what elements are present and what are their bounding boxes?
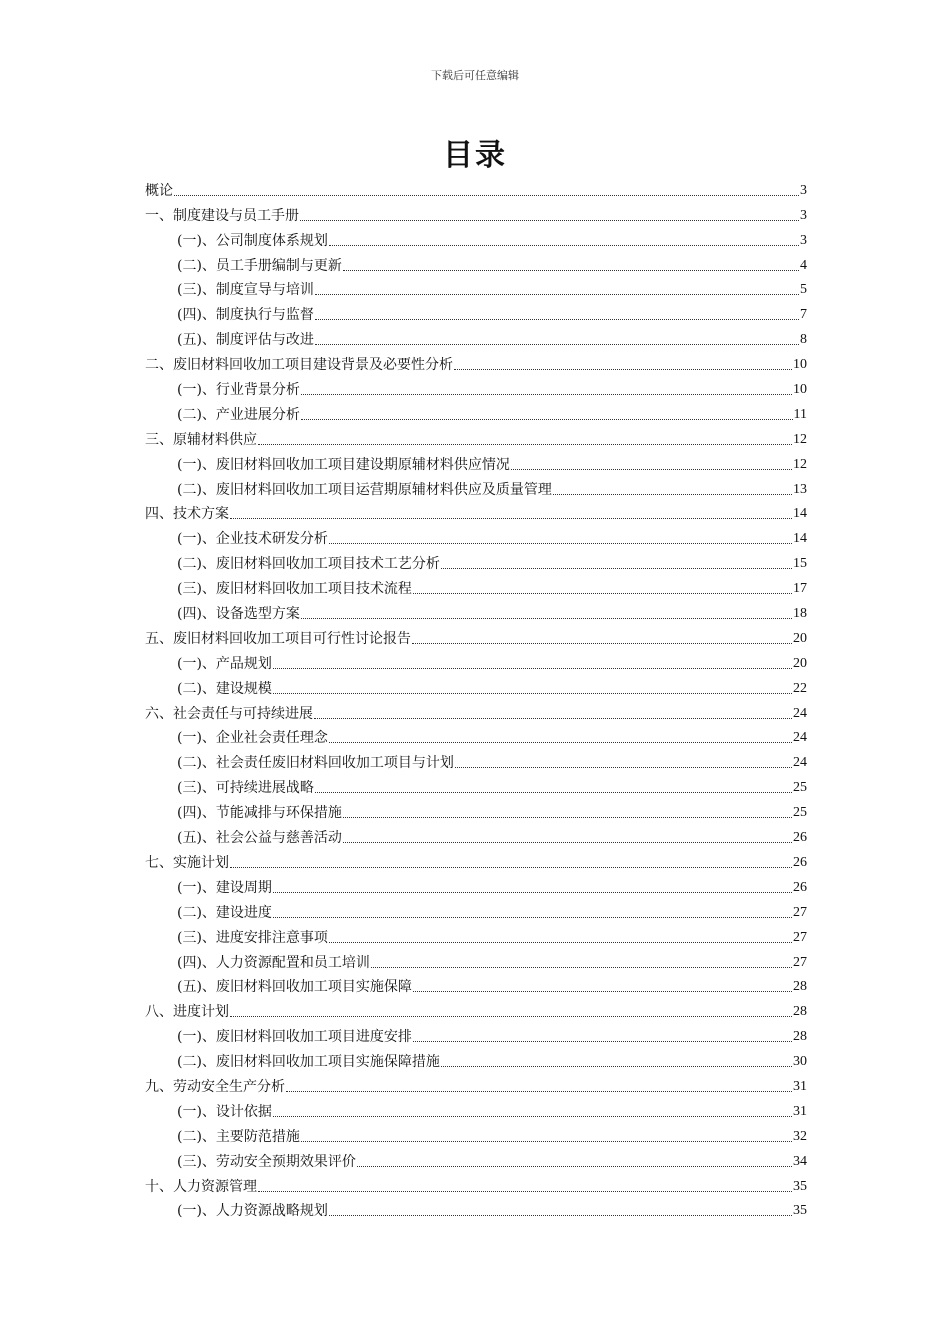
toc-entry-title: 四、技术方案 [145,506,229,523]
toc-entry[interactable] [145,1047,807,1072]
toc-entry-page: 10 [793,382,807,398]
toc-leader-dots [343,817,792,818]
toc-entry-title: 六、社会责任与可持续进展 [145,705,313,722]
toc-entry[interactable] [145,450,807,475]
toc-leader-dots [329,942,792,943]
toc-entry-title: (二)、建设进度 [177,904,272,921]
toc-entry-title: (二)、废旧材料回收加工项目实施保障措施 [177,1054,440,1071]
toc-entry-title: 十、人力资源管理 [145,1178,257,1195]
toc-entry-page: 25 [793,780,807,796]
toc-entry-page: 35 [793,1178,807,1194]
toc-entry-page: 20 [793,630,807,646]
toc-entry-page: 13 [793,481,807,497]
toc-leader-dots [301,618,792,619]
toc-entry-page: 5 [800,282,807,298]
toc-leader-dots [357,1166,792,1167]
toc-entry-page: 8 [800,332,807,348]
toc-entry-page: 10 [793,357,807,373]
toc-entry-title: (一)、设计依据 [177,1103,272,1120]
toc-entry-title: (二)、社会责任废旧材料回收加工项目与计划 [177,755,454,772]
toc-leader-dots [314,718,792,719]
toc-leader-dots [301,1141,792,1142]
toc-entry-title: (二)、建设规模 [177,680,272,697]
toc-entry[interactable] [145,325,807,350]
toc-entry-title: 二、废旧材料回收加工项目建设背景及必要性分析 [145,357,453,374]
toc-entry-title: (一)、企业社会责任理念 [177,730,328,747]
toc-entry[interactable] [145,1197,807,1222]
toc-entry[interactable] [145,923,807,948]
toc-entry[interactable] [145,773,807,798]
toc-entry[interactable] [145,624,807,649]
toc-leader-dots [455,767,792,768]
toc-entry-title: (四)、制度执行与监督 [177,307,314,324]
toc-entry-page: 27 [793,929,807,945]
toc-entry-title: 八、进度计划 [145,1004,229,1021]
toc-entry[interactable] [145,276,807,301]
toc-entry[interactable] [145,1022,807,1047]
toc-entry-page: 24 [793,730,807,746]
page-header: 下载后可任意编辑 [431,69,519,82]
toc-entry-page: 24 [793,705,807,721]
toc-entry-page: 31 [793,1103,807,1119]
toc-entry[interactable] [145,574,807,599]
toc-entry-title: 九、劳动安全生产分析 [145,1078,285,1095]
toc-entry[interactable] [145,400,807,425]
toc-leader-dots [230,1016,792,1017]
toc-leader-dots [258,444,792,445]
toc-entry[interactable] [145,1097,807,1122]
toc-entry-title: (三)、可持续进展战略 [177,780,314,797]
toc-entry-title: (三)、制度宣导与培训 [177,282,314,299]
toc-entry-page: 26 [793,879,807,895]
toc-entry[interactable] [145,599,807,624]
toc-leader-dots [300,220,799,221]
toc-leader-dots [371,967,792,968]
toc-leader-dots [315,792,792,793]
toc-leader-dots [454,369,792,370]
toc-entry[interactable] [145,1072,807,1097]
toc-entry-page: 4 [800,257,807,273]
toc-entry-page: 26 [793,854,807,870]
toc-entry[interactable] [145,1172,807,1197]
toc-leader-dots [273,892,792,893]
toc-entry[interactable] [145,898,807,923]
toc-entry-page: 28 [793,1029,807,1045]
toc-leader-dots [286,1091,792,1092]
toc-entry[interactable] [145,699,807,724]
toc-entry-title: 概论 [145,182,173,199]
toc-entry[interactable] [145,948,807,973]
toc-leader-dots [174,195,799,196]
toc-leader-dots [441,1066,792,1067]
toc-entry-title: (二)、员工手册编制与更新 [177,257,342,274]
toc-entry-title: (一)、行业背景分析 [177,382,300,399]
toc-leader-dots [315,294,799,295]
toc-entry[interactable] [145,798,807,823]
toc-entry-title: (五)、社会公益与慈善活动 [177,830,342,847]
toc-entry-page: 28 [793,979,807,995]
toc-leader-dots [329,1215,792,1216]
toc-leader-dots [441,568,792,569]
toc-entry[interactable] [145,251,807,276]
toc-entry[interactable] [145,674,807,699]
toc-entry[interactable] [145,201,807,226]
toc-entry[interactable] [145,226,807,251]
toc-leader-dots [230,518,792,519]
toc-entry-page: 15 [793,556,807,572]
toc-entry-title: 一、制度建设与员工手册 [145,207,299,224]
toc-entry-title: (二)、废旧材料回收加工项目技术工艺分析 [177,556,440,573]
toc-entry[interactable] [145,848,807,873]
toc-entry-title: (五)、废旧材料回收加工项目实施保障 [177,979,412,996]
toc-entry-page: 24 [793,755,807,771]
toc-entry-page: 32 [793,1128,807,1144]
page-title: 目录 [443,138,507,173]
toc-entry-page: 22 [793,680,807,696]
toc-leader-dots [315,344,799,345]
toc-entry-page: 11 [793,406,807,422]
toc-entry-page: 3 [800,232,807,248]
toc-entry[interactable] [145,973,807,998]
toc-entry-page: 30 [793,1054,807,1070]
toc-entry[interactable] [145,873,807,898]
toc-entry-title: (二)、废旧材料回收加工项目运营期原辅材料供应及质量管理 [177,481,552,498]
toc-leader-dots [258,1191,792,1192]
toc-leader-dots [315,319,799,320]
toc-entry-title: (一)、公司制度体系规划 [177,232,328,249]
toc-leader-dots [329,742,792,743]
toc-entry-page: 20 [793,655,807,671]
toc-entry-page: 34 [793,1153,807,1169]
toc-entry[interactable] [145,823,807,848]
toc-entry[interactable] [145,649,807,674]
toc-entry-page: 7 [800,307,807,323]
toc-entry-page: 3 [800,182,807,198]
toc-leader-dots [553,494,792,495]
toc-entry[interactable] [145,1147,807,1172]
toc-entry-title: 三、原辅材料供应 [145,431,257,448]
toc-leader-dots [343,842,792,843]
toc-entry[interactable] [145,997,807,1022]
toc-leader-dots [301,394,792,395]
toc-entry-title: (五)、制度评估与改进 [177,332,314,349]
toc-entry[interactable] [145,425,807,450]
toc-entry[interactable] [145,475,807,500]
toc-entry-title: (一)、人力资源战略规划 [177,1203,328,1220]
toc-leader-dots [301,419,793,420]
toc-entry[interactable] [145,375,807,400]
toc-leader-dots [329,543,792,544]
toc-leader-dots [273,917,792,918]
toc-entry-title: (二)、主要防范措施 [177,1128,300,1145]
toc-leader-dots [412,643,792,644]
toc-entry-page: 12 [793,431,807,447]
toc-leader-dots [329,245,799,246]
toc-entry-title: (一)、企业技术研发分析 [177,531,328,548]
toc-leader-dots [343,270,799,271]
toc-entry[interactable] [145,300,807,325]
toc-leader-dots [413,593,792,594]
toc-entry-title: (一)、产品规划 [177,655,272,672]
toc-entry-page: 17 [793,581,807,597]
toc-leader-dots [273,668,792,669]
toc-entry[interactable] [145,500,807,525]
toc-entry-page: 35 [793,1203,807,1219]
toc-entry-page: 27 [793,904,807,920]
toc-entry-title: (二)、产业进展分析 [177,406,300,423]
toc-entry-title: (四)、节能减排与环保措施 [177,805,342,822]
toc-entry[interactable] [145,549,807,574]
toc-entry[interactable] [145,350,807,375]
toc-entry-page: 28 [793,1004,807,1020]
toc-leader-dots [413,991,792,992]
toc-entry[interactable] [145,524,807,549]
toc-entry-title: (一)、建设周期 [177,879,272,896]
toc-leader-dots [230,867,792,868]
toc-entry-title: (三)、劳动安全预期效果评价 [177,1153,356,1170]
toc-entry-page: 31 [793,1078,807,1094]
toc-entry-page: 25 [793,805,807,821]
toc-entry[interactable] [145,1122,807,1147]
toc-entry-title: (一)、废旧材料回收加工项目建设期原辅材料供应情况 [177,456,510,473]
toc-leader-dots [511,469,792,470]
toc-entry-title: (三)、废旧材料回收加工项目技术流程 [177,581,412,598]
toc-entry-title: (三)、进度安排注意事项 [177,929,328,946]
toc-entry-page: 14 [793,531,807,547]
toc-entry[interactable] [145,176,807,201]
toc-entry-title: 七、实施计划 [145,854,229,871]
toc-entry-title: (四)、人力资源配置和员工培训 [177,954,370,971]
toc-entry-page: 26 [793,830,807,846]
toc-leader-dots [413,1041,792,1042]
toc-entry-page: 18 [793,606,807,622]
toc-entry-page: 14 [793,506,807,522]
toc-leader-dots [273,1116,792,1117]
toc-entry-page: 3 [800,207,807,223]
toc-entry-page: 12 [793,456,807,472]
toc-entry-page: 27 [793,954,807,970]
toc-entry[interactable] [145,748,807,773]
toc-entry-title: (一)、废旧材料回收加工项目进度安排 [177,1029,412,1046]
toc-entry-title: 五、废旧材料回收加工项目可行性讨论报告 [145,630,411,647]
toc-leader-dots [273,693,792,694]
toc-entry-title: (四)、设备选型方案 [177,606,300,623]
table-of-contents [145,176,807,1221]
toc-entry[interactable] [145,724,807,749]
